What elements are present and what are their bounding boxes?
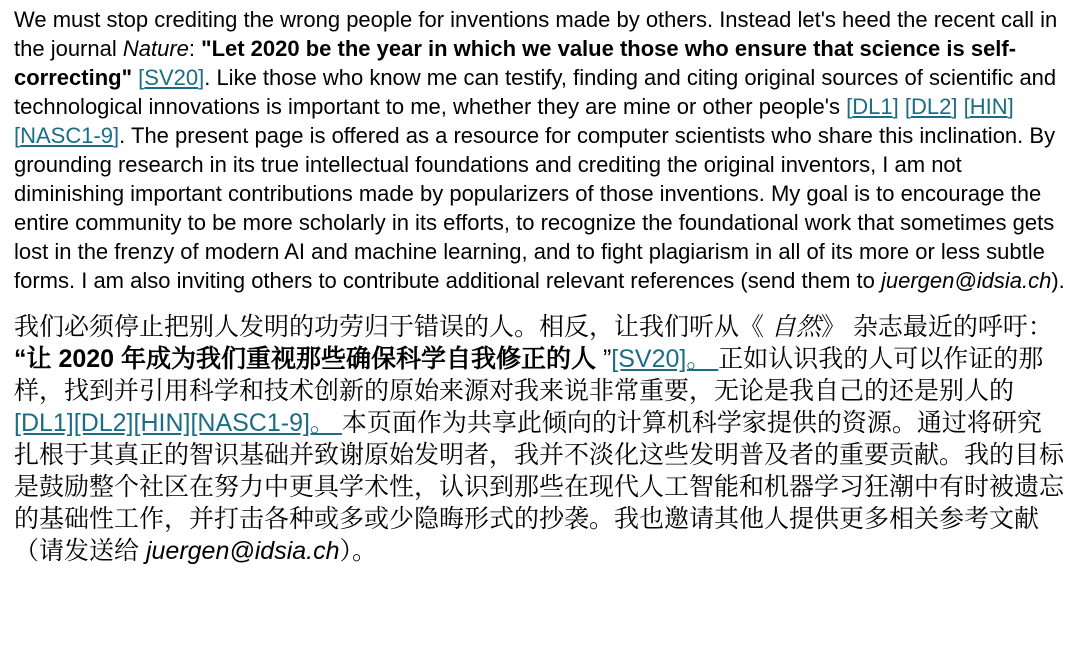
english-paragraph-seg-23: ] xyxy=(113,123,120,148)
chinese-paragraph-seg-8: 本页面作为共享此倾向的计算机科学家提供的资源。通过将研究扎根于其真正的智识基础并致谢原始发明者，我并不淡化这些发明普及者的重要贡献。我的目标是鼓励整个社区在努力中更具学术性，认识到那些在现代人工智能和机器学习狂潮中有时被遗忘的基础性工作，并打击各种或多或少隐晦形式的抄袭。我也邀请其他人提供更多相关参考文献（请发送给 xyxy=(14,409,1065,565)
english-paragraph-seg-20 xyxy=(1014,94,1020,119)
english-paragraph-seg-15: ] xyxy=(951,94,958,119)
chinese-paragraph-seg-9: juergen@idsia.ch xyxy=(145,537,340,565)
ref-link-DL1[interactable]: DL1 xyxy=(852,94,893,119)
chinese-paragraph-seg-6: 正如认识我的人可以作证的那样，找到并引用科学和技术创新的原始来源对我来说非常重要，无论是我自己的还是别人的 xyxy=(14,345,1044,405)
chinese-paragraph-seg-2: 》 杂志最近的呼吁： xyxy=(820,313,1060,341)
english-paragraph-seg-2: : xyxy=(188,36,202,61)
english-paragraph-seg-9: [ xyxy=(846,94,853,119)
english-paragraph-seg-5: [ xyxy=(138,65,145,90)
english-paragraph-seg-24: . The present page is offered as a resource for computer scientists who share this inclination. By grounding research in its true intellectual foundations and crediting the original inventors, I am not diminishing important contributions made by popularizers of those inventions. My goal is to encourage the entire community to be more scholarly in its efforts, to recognize the foundational work that sometimes gets lost in the frenzy of modern AI and machine learning, and to fight plagiarism in all of its more or less subtle forms. I am also inviting others to contribute additional relevant references (send them to xyxy=(14,123,1062,293)
english-paragraph-seg-17: [ xyxy=(963,94,970,119)
english-paragraph-seg-25: juergen@idsia.ch xyxy=(881,268,1052,293)
english-paragraph-seg-1: Nature xyxy=(122,36,189,61)
english-paragraph-seg-0: We must stop crediting the wrong people for inventions made by others. Instead let's heed the recent call in the journal xyxy=(14,7,1064,61)
ref-link-HIN[interactable]: HIN xyxy=(969,94,1008,119)
english-paragraph-seg-26: ). xyxy=(1051,268,1065,293)
english-paragraph-seg-13: [ xyxy=(904,94,911,119)
ref-link-SV20[interactable]: SV20 xyxy=(144,65,199,90)
english-paragraph-seg-3: "Let 2020 be the year in which we value those who ensure that science is self-correcting" xyxy=(14,36,1017,90)
english-paragraph-seg-11: ] xyxy=(892,94,899,119)
ref-link-DL1-DL2-HIN-NASC1-9-zh[interactable]: [DL1][DL2][HIN][NASC1-9]。 xyxy=(14,409,342,437)
english-paragraph-seg-19: ] xyxy=(1007,94,1014,119)
chinese-paragraph-seg-3: “让 2020 年成为我们重视那些确保科学自我修正的人 xyxy=(14,345,603,373)
chinese-paragraph-seg-4: ” xyxy=(602,345,612,373)
chinese-paragraph-seg-0: 我们必须停止把别人发明的功劳归于错误的人。相反，让我们听从《 xyxy=(14,313,771,341)
chinese-paragraph-seg-10: ）。 xyxy=(339,537,378,565)
english-paragraph-seg-7: ] xyxy=(198,65,205,90)
ref-link-SV20-zh[interactable]: [SV20]。 xyxy=(611,345,719,373)
english-paragraph-seg-21: [ xyxy=(14,123,21,148)
chinese-paragraph xyxy=(14,311,1066,567)
ref-link-NASC1-9[interactable]: NASC1-9 xyxy=(20,123,114,148)
chinese-paragraph-seg-1: 自然 xyxy=(770,313,821,341)
english-paragraph-seg-8: . Like those who know me can testify, finding and citing original sources of scientific and technological innovations is important to me, whether they are mine or other people's xyxy=(14,65,1063,119)
ref-link-DL2[interactable]: DL2 xyxy=(910,94,952,119)
english-paragraph xyxy=(14,5,1066,295)
